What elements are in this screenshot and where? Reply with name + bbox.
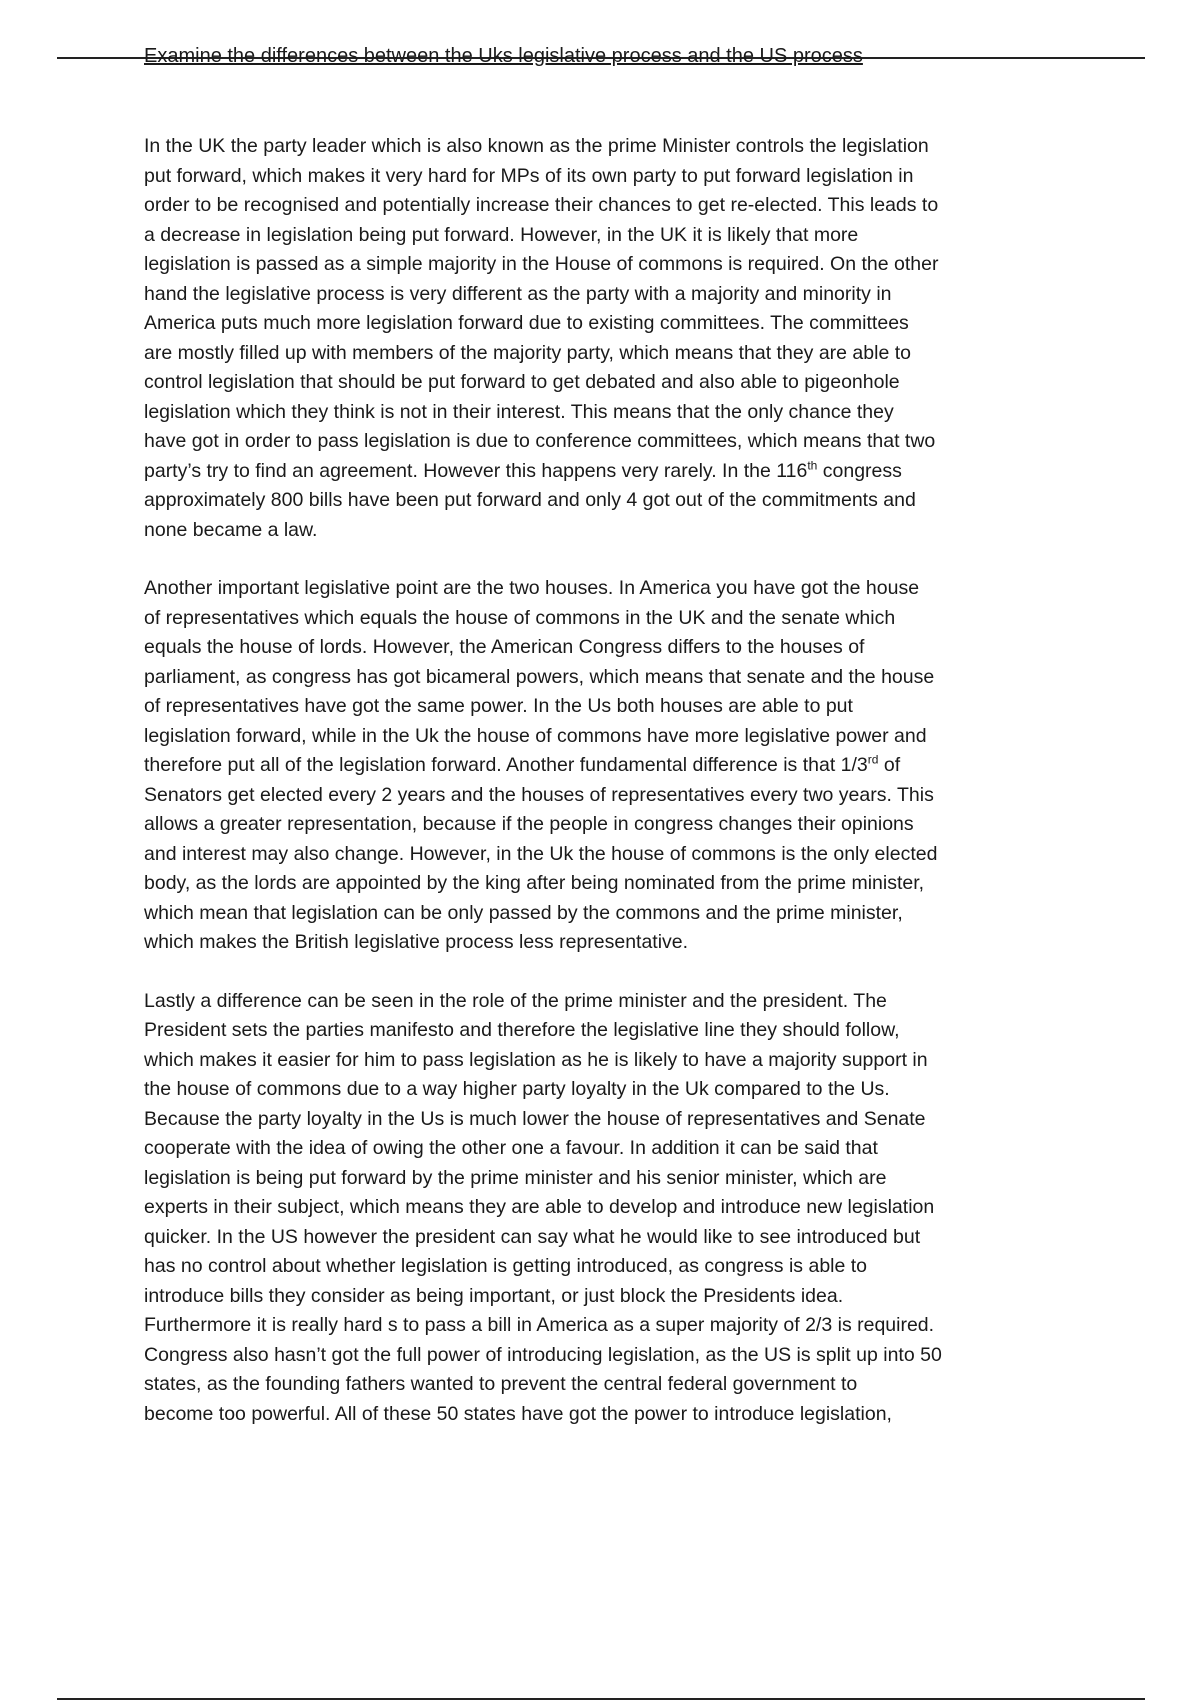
text-line: control legislation that should be put forward to get debated and also able to pigeonhole — [144, 371, 900, 393]
text-line: Another important legislative point are the two houses. In America you have got the house — [144, 577, 920, 599]
text-line: Congress also hasn’t got the full power of introducing legislation, as the US is split up into 50 — [144, 1343, 942, 1366]
text-line: which makes the British legislative process less representative. — [144, 931, 689, 953]
text-line: legislation is being put forward by the prime minister and his senior minister, which are — [144, 1166, 887, 1189]
text-line: legislation forward, while in the Uk the house of commons have more legislative power and — [144, 724, 927, 747]
text-line: Furthermore it is really hard s to pass a bill in America as a super majority of 2/3 is required. — [144, 1314, 935, 1336]
text-fragment: therefore put all of the legislation forward. Another fundamental difference is that 1/3 — [144, 754, 868, 776]
text-line: Because the party loyalty in the Us is much lower the house of representatives and Senate — [144, 1107, 926, 1130]
document-body — [144, 132, 1074, 1458]
text-line: which makes it easier for him to pass legislation as he is likely to have a majority support in — [144, 1048, 928, 1071]
text-line: none became a law. — [144, 518, 318, 541]
text-line-superscript — [144, 751, 1074, 781]
text-line: cooperate with the idea of owing the other one a favour. In addition it can be said that — [144, 1137, 878, 1159]
text-line: put forward, which makes it very hard for MPs of its own party to put forward legislation in — [144, 164, 914, 187]
text-line: are mostly filled up with members of the majority party, which means that they are able to — [144, 341, 911, 364]
document-title: Examine the differences between the Uks legislative process and the US process — [144, 45, 863, 67]
text-line: legislation is passed as a simple majority in the House of commons is required. On the other — [144, 253, 939, 275]
text-fragment: congress — [817, 459, 902, 482]
text-line: parliament, as congress has got bicameral powers, which means that senate and the house — [144, 665, 935, 688]
paragraph-3 — [144, 987, 1074, 1430]
text-line: Senators get elected every 2 years and the houses of representatives every two years. This — [144, 783, 934, 806]
text-line: approximately 800 bills have been put forward and only 4 got out of the commitments and — [144, 489, 916, 511]
text-line: have got in order to pass legislation is due to conference committees, which means that two — [144, 430, 936, 452]
paragraph-1 — [144, 132, 1074, 545]
text-line: order to be recognised and potentially increase their chances to get re-elected. This leads to — [144, 194, 939, 216]
text-line: body, as the lords are appointed by the king after being nominated from the prime minister, — [144, 872, 925, 894]
text-line: of representatives which equals the house of commons in the UK and the senate which — [144, 606, 896, 629]
text-line: equals the house of lords. However, the American Congress differs to the houses of — [144, 636, 865, 658]
text-line: President sets the parties manifesto and therefore the legislative line they should follow, — [144, 1019, 900, 1041]
text-line: legislation which they think is not in their interest. This means that the only chance they — [144, 400, 894, 423]
text-line: quicker. In the US however the president can say what he would like to see introduced but — [144, 1225, 921, 1248]
text-line: a decrease in legislation being put forward. However, in the UK it is likely that more — [144, 223, 859, 246]
text-line: Lastly a difference can be seen in the role of the prime minister and the president. The — [144, 989, 887, 1012]
paragraph-2 — [144, 574, 1074, 958]
text-line: experts in their subject, which means they are able to develop and introduce new legislation — [144, 1196, 935, 1218]
superscript: th — [807, 458, 818, 472]
text-line: has no control about whether legislation is getting introduced, as congress is able to — [144, 1255, 868, 1277]
text-line-superscript — [144, 457, 1074, 487]
text-fragment: party’s try to find an agreement. However this happens very rarely. In the 116 — [144, 459, 808, 482]
text-line: of representatives have got the same power. In the Us both houses are able to put — [144, 695, 853, 717]
text-line: allows a greater representation, because if the people in congress changes their opinions — [144, 813, 914, 835]
text-line: and interest may also change. However, in the Uk the house of commons is the only elected — [144, 842, 938, 865]
text-line: America puts much more legislation forward due to existing committees. The committees — [144, 312, 909, 334]
text-line: states, as the founding fathers wanted to prevent the central federal government to — [144, 1373, 858, 1395]
text-line: hand the legislative process is very different as the party with a majority and minority in — [144, 282, 892, 305]
superscript: rd — [867, 752, 879, 767]
text-fragment: of — [878, 754, 901, 776]
text-line: In the UK the party leader which is also known as the prime Minister controls the legislation — [144, 135, 929, 157]
text-line: the house of commons due to a way higher party loyalty in the Uk compared to the Us. — [144, 1078, 890, 1100]
text-line: introduce bills they consider as being important, or just block the Presidents idea. — [144, 1284, 844, 1307]
text-line: become too powerful. All of these 50 states have got the power to introduce legislation, — [144, 1402, 892, 1425]
text-line: which mean that legislation can be only passed by the commons and the prime minister, — [144, 901, 903, 924]
